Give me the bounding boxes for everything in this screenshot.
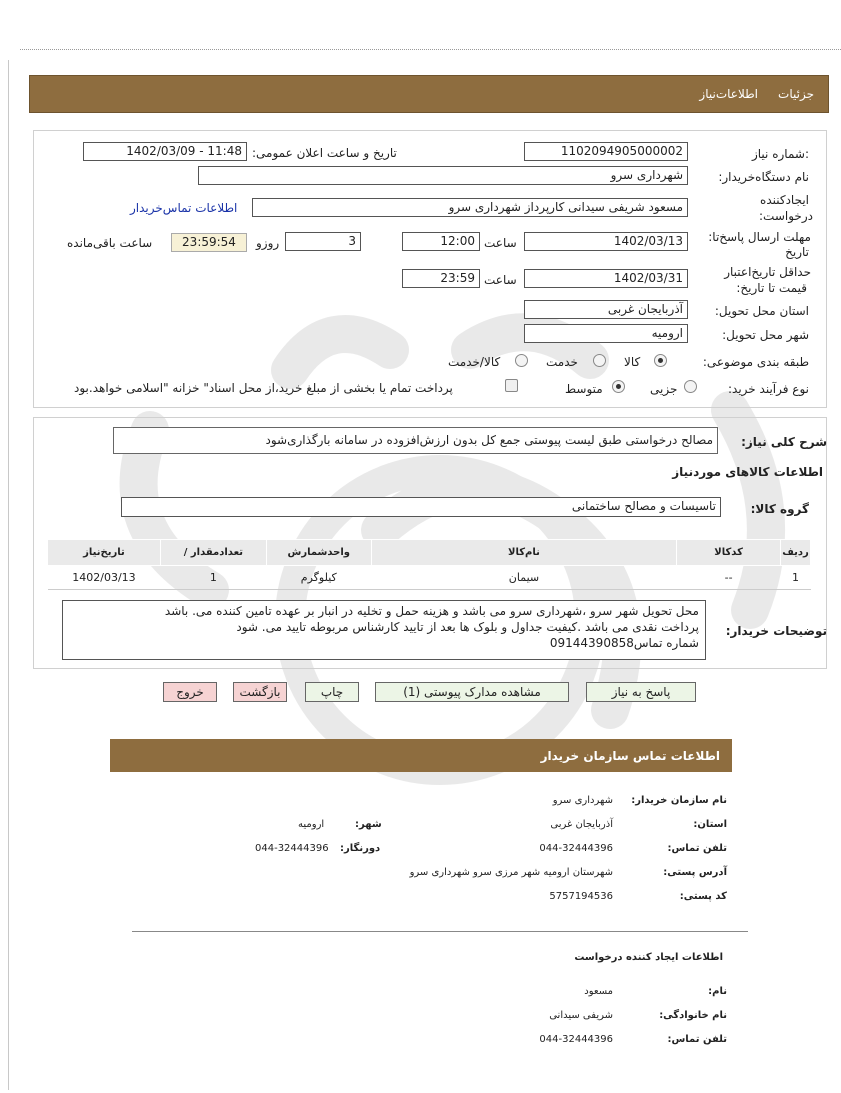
cell-need-date: 1402/03/13 bbox=[48, 566, 161, 590]
tab-need-info[interactable]: اطلاعات‌نیاز bbox=[699, 87, 758, 101]
creator-family-label: نام خانوادگی: bbox=[659, 1010, 727, 1021]
col-unit: واحدشمارش bbox=[266, 540, 371, 566]
contact-phone-label: تلفن تماس: bbox=[667, 843, 727, 854]
validity-label-2: قیمت تا تاریخ: bbox=[736, 281, 807, 295]
buyer-notes-line: پرداخت نقدی می باشد .کیفیت جداول و بلوک ها بعد از تایید کارشناس مربوطه تایید می. شود bbox=[236, 620, 699, 634]
announce-field: 1402/03/09 - 11:48 bbox=[83, 142, 247, 161]
category-goods-service-label: کالا/خدمت bbox=[448, 355, 501, 369]
process-medium-radio[interactable] bbox=[612, 380, 625, 393]
category-label: طبقه بندی موضوعی: bbox=[702, 355, 809, 369]
cell-name: سیمان bbox=[371, 566, 676, 590]
process-medium-label: متوسط bbox=[565, 382, 603, 396]
goods-group-label: گروه کالا: bbox=[750, 502, 809, 516]
contact-header bbox=[110, 739, 732, 772]
creator-label-2: درخواست: bbox=[759, 209, 813, 223]
print-button[interactable]: چاپ bbox=[305, 682, 359, 702]
days-label: روزو bbox=[256, 236, 280, 250]
contact-city-value: ارومیه bbox=[298, 819, 325, 830]
send-deadline-label-2: تاریخ bbox=[785, 245, 809, 259]
category-goods-radio[interactable] bbox=[654, 354, 667, 367]
contact-province-label: استان: bbox=[693, 819, 727, 830]
days-field: 3 bbox=[285, 232, 361, 251]
contact-phone-value: 044-32444396 bbox=[539, 843, 613, 854]
cell-row: 1 bbox=[781, 566, 811, 590]
send-deadline-time-field: 12:00 bbox=[402, 232, 480, 251]
contact-divider bbox=[132, 931, 748, 932]
goods-table bbox=[47, 539, 811, 590]
province-label: استان محل تحویل: bbox=[714, 304, 809, 318]
col-code: کدکالا bbox=[677, 540, 781, 566]
send-time-label: ساعت bbox=[484, 236, 517, 250]
category-service-label: خدمت bbox=[546, 355, 578, 369]
process-minor-label: جزیی bbox=[650, 382, 678, 396]
buyer-notes-line: محل تحویل شهر سرو ،شهرداری سرو می باشد و هزینه حمل و تخلیه در انبار بر عهده تامین کننده می. باشد bbox=[164, 604, 699, 618]
creator-phone-value: 044-32444396 bbox=[539, 1034, 613, 1045]
creator-name-value: مسعود bbox=[584, 986, 613, 997]
col-name: نام‌کالا bbox=[371, 540, 676, 566]
treasury-payment-checkbox[interactable] bbox=[505, 379, 518, 392]
announce-label: تاریخ و ساعت اعلان عمومی: bbox=[252, 146, 397, 160]
goods-table-header bbox=[48, 540, 811, 566]
description-field: مصالح درخواستی طبق لیست پیوستی جمع کل بدون ارزش‌افزوده در سامانه بارگذاری‌شود bbox=[113, 427, 718, 454]
attachments-button[interactable]: مشاهده مدارک پیوستی (1) bbox=[375, 682, 569, 702]
creator-field: مسعود شریفی سیدانی کارپرداز شهرداری سرو bbox=[252, 198, 688, 217]
process-minor-radio[interactable] bbox=[684, 380, 697, 393]
remaining-time-field: 23:59:54 bbox=[171, 233, 247, 252]
buyer-contact-link[interactable]: اطلاعات تماس‌خریدار bbox=[130, 201, 238, 215]
col-need-date: تاریخ‌نیاز bbox=[48, 540, 161, 566]
cell-quantity: 1 bbox=[160, 566, 266, 590]
buyer-notes-field bbox=[62, 600, 706, 660]
category-goods-label: کالا bbox=[624, 355, 641, 369]
cell-unit: کیلوگرم bbox=[266, 566, 371, 590]
contact-fax-value: 044-32444396 bbox=[255, 843, 329, 854]
col-row: ردیف bbox=[781, 540, 811, 566]
buyer-notes-line: شماره تماس09144390858 bbox=[549, 636, 699, 650]
process-label: نوع فرآیند خرید: bbox=[728, 382, 809, 396]
treasury-payment-label: پرداخت تمام یا بخشی از مبلغ خرید،از محل اسناد" خزانه "اسلامی خواهد.بود bbox=[74, 381, 453, 395]
creator-info-title: اطلاعات ایجاد کننده درخواست bbox=[574, 952, 723, 963]
buyer-org-field: شهرداری سرو bbox=[198, 166, 688, 185]
need-number-field: 1102094905000002 bbox=[524, 142, 688, 161]
province-field: آذربایجان غربی bbox=[524, 300, 688, 319]
contact-address-label: آدرس پستی: bbox=[663, 867, 727, 878]
tab-details[interactable]: جزئیات bbox=[778, 87, 814, 101]
cell-code: -- bbox=[677, 566, 781, 590]
col-quantity: تعدادمقدار / bbox=[160, 540, 266, 566]
contact-postal-value: 5757194536 bbox=[549, 891, 613, 902]
contact-org-label: نام سازمان خریدار: bbox=[631, 795, 727, 806]
validity-time-label: ساعت bbox=[484, 273, 517, 287]
send-deadline-label: مهلت ارسال پاسخ‌تا: bbox=[708, 230, 811, 244]
description-label: شرح کلی نیاز: bbox=[741, 435, 827, 449]
category-service-radio[interactable] bbox=[593, 354, 606, 367]
top-divider bbox=[20, 49, 841, 50]
city-label: شهر محل تحویل: bbox=[722, 328, 809, 342]
table-row bbox=[48, 566, 811, 590]
buyer-org-label: نام دستگاه‌خریدار: bbox=[718, 170, 809, 184]
validity-label: حداقل تاریخ‌اعتبار bbox=[724, 265, 811, 279]
creator-label: ایجادکننده bbox=[760, 193, 809, 207]
creator-name-label: نام: bbox=[708, 986, 727, 997]
left-border-line bbox=[8, 60, 9, 1090]
contact-title: اطلاعات تماس سازمان خریدار bbox=[540, 749, 720, 763]
creator-family-value: شریفی سیدانی bbox=[549, 1010, 613, 1021]
send-deadline-date-field: 1402/03/13 bbox=[524, 232, 688, 251]
creator-phone-label: تلفن تماس: bbox=[667, 1034, 727, 1045]
need-number-label: شماره نیاز: bbox=[751, 147, 809, 161]
contact-province-value: آذربایجان غربی bbox=[550, 819, 613, 830]
goods-section-title: اطلاعات کالاهای موردنیاز bbox=[672, 465, 823, 479]
exit-button[interactable]: خروج bbox=[163, 682, 217, 702]
city-field: ارومیه bbox=[524, 324, 688, 343]
category-goods-service-radio[interactable] bbox=[515, 354, 528, 367]
goods-group-field: تاسیسات و مصالح ساختمانی bbox=[121, 497, 721, 517]
buyer-notes-label: توضیحات خریدار: bbox=[725, 624, 827, 638]
contact-address-value: شهرستان ارومیه شهر مرزی سرو شهرداری سرو bbox=[409, 867, 613, 878]
contact-org-value: شهرداری سرو bbox=[552, 795, 613, 806]
validity-date-field: 1402/03/31 bbox=[524, 269, 688, 288]
contact-fax-label: دورنگار: bbox=[340, 843, 381, 854]
contact-city-label: شهر: bbox=[355, 819, 382, 830]
back-button[interactable]: بازگشت bbox=[233, 682, 287, 702]
contact-postal-label: کد پستی: bbox=[679, 891, 727, 902]
remaining-label: ساعت باقی‌مانده bbox=[67, 236, 153, 250]
validity-time-field: 23:59 bbox=[402, 269, 480, 288]
reply-button[interactable]: پاسخ به نیاز bbox=[586, 682, 696, 702]
details-header bbox=[29, 75, 829, 113]
